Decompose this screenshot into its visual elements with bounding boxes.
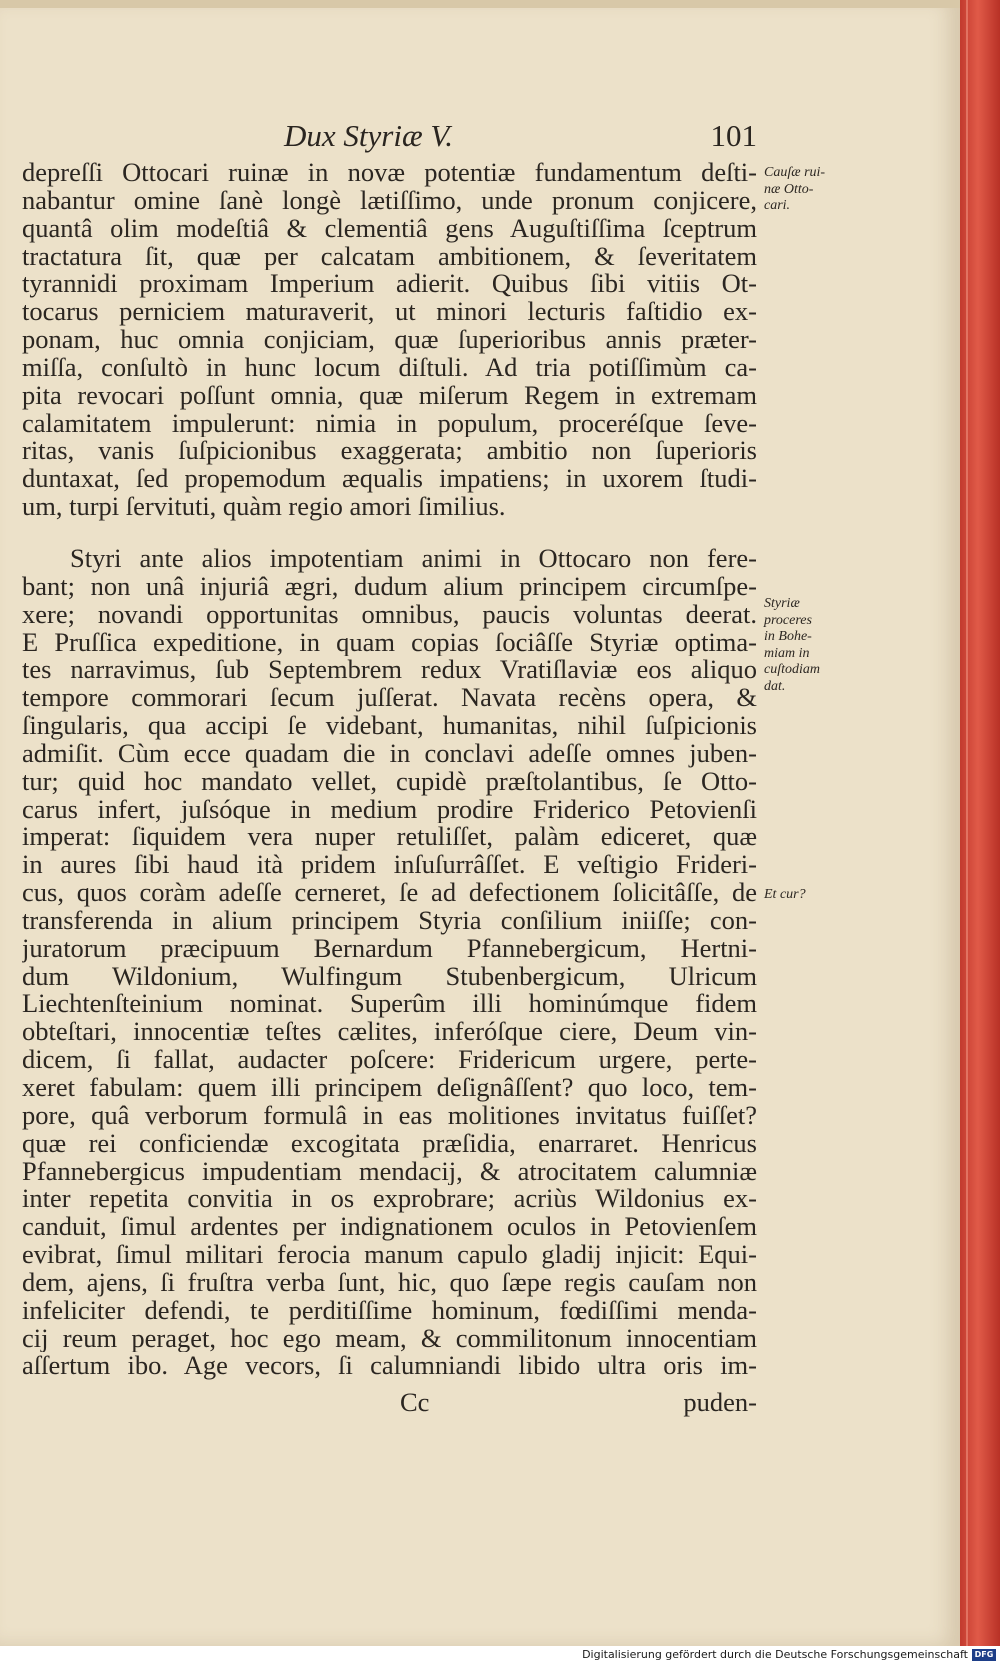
text-line: dem, ajens, ſi fruſtra verba ſunt, hic, quo ſæpe regis cauſam non	[22, 1268, 757, 1297]
paragraph-1	[22, 159, 757, 521]
text-line: canduit, ſimul ardentes per indignationem oculos in Petovienſem	[22, 1213, 757, 1242]
text-line: ſingularis, qua accipi ſe videbant, humanitas, nihil ſuſpicionis	[22, 712, 757, 740]
text-line: cus, quos coràm adeſſe cerneret, ſe ad defectionem ſolicitâſſe, de	[22, 879, 757, 907]
running-head: Dux Styriæ V.	[284, 118, 454, 153]
text-line: admiſit. Cùm ecce quadam die in conclavi adeſſe omnes juben-	[22, 739, 757, 768]
text-line: Styri ante alios impotentiam animi in Ottocaro non fere-	[70, 544, 757, 573]
margin-note-line: in Bohe-	[764, 629, 812, 644]
margin-note-et-cur	[764, 887, 844, 904]
margin-note-line: miam in	[764, 645, 810, 661]
text-line: nabantur omine ſanè longè lætiſſimo, unde pronum conjicere,	[22, 186, 757, 215]
text-line: pore, quâ verborum formulâ in eas molitiones invitatus fuiſſet?	[22, 1101, 757, 1130]
paragraph-2	[22, 545, 757, 1380]
text-line: dum Wildonium, Wulfingum Stubenbergicum, Ulricum	[22, 962, 757, 991]
text-line: calamitatem impulerunt: nimia in populum, proceréſque ſeve-	[22, 409, 757, 438]
text-line: imperat: ſiquidem vera nuper retuliſſet, palàm ediceret, quæ	[22, 823, 757, 852]
margin-note-styriae-proceres	[764, 596, 844, 695]
text-line: juratorum præcipuum Bernardum Pfannebergicum, Hertni-	[22, 934, 757, 963]
text-line: xeret fabulam: quem illi principem deſignâſſent? quo loco, tem-	[22, 1074, 757, 1102]
text-line: tyrannidi proximam Imperium adierit. Quibus ſibi vitiis Ot-	[22, 270, 757, 299]
page-top-edge	[0, 0, 960, 8]
signature-mark: Cc	[400, 1387, 430, 1417]
text-line: dicem, ſi fallat, audacter poſcere: Fridericum urgere, perte-	[22, 1046, 757, 1074]
text-line: ritas, vanis ſuſpicionibus exaggerata; ambitio non ſuperioris	[22, 437, 757, 466]
text-line: ponam, huc omnia conjiciam, quæ ſuperioribus annis præter-	[22, 326, 757, 354]
red-page-edges	[960, 0, 1000, 1646]
page-number: 101	[710, 118, 757, 153]
text-line: tocarus perniciem maturaverit, ut minori lecturis faſtidio ex-	[22, 298, 757, 327]
text-line: E Pruſſica expeditione, in quam copias ſociâſſe Styriæ optima-	[22, 628, 757, 657]
text-line: carus infert, juſsóque in medium prodire Friderico Petovienſi	[22, 795, 757, 824]
text-line: tractatura ſit, quæ per calcatam ambitionem, & ſeveritatem	[22, 242, 757, 271]
text-line: quantâ olim modeſtiâ & clementiâ gens Auguſtiſſima ſceptrum	[22, 214, 757, 243]
margin-note-causae-ruinae	[764, 165, 844, 215]
margin-note-line: Et cur?	[764, 887, 806, 902]
text-line: cij reum peraget, hoc ego meam, & commilitonum innocentiam	[22, 1324, 757, 1353]
text-line: pita revocari poſſunt omnia, quæ miſerum Regem in extremam	[22, 381, 757, 410]
margin-note-line: Styriæ	[764, 596, 800, 611]
text-line: quæ rei conficiendæ excogitata præſidia, enarraret. Henricus	[22, 1129, 757, 1158]
text-line: obteſtari, innocentiæ teſtes cælites, inferóſque ciere, Deum vin-	[22, 1018, 757, 1047]
margin-note-line: proceres	[764, 612, 812, 628]
text-line: miſſa, conſultò in hunc locum diſtuli. Ad tria potiſſimùm ca-	[22, 353, 757, 382]
text-line: Pfannebergicus impudentiam mendacij, & atrocitatem calumniæ	[22, 1157, 757, 1186]
margin-note-line: dat.	[764, 678, 786, 694]
text-line: xere; novandi opportunitas omnibus, paucis voluntas deerat.	[22, 600, 757, 629]
text-line: in aures ſibi haud ità pridem inſuſurrâſſet. E veſtigio Frideri-	[22, 851, 757, 880]
digitization-footer	[0, 1646, 1000, 1664]
margin-note-line: næ Otto-	[764, 181, 814, 197]
text-line: bant; non unâ injuriâ ægri, dudum alium principem circumſpe-	[22, 572, 757, 601]
text-line: tur; quid hoc mandato vellet, cupidè præſtolantibus, ſe Otto-	[22, 767, 757, 796]
catchword: puden-	[683, 1387, 757, 1417]
text-line: um, turpi ſervituti, quàm regio amori ſimilius.	[22, 493, 506, 521]
margin-note-line: cuſtodiam	[764, 662, 820, 677]
text-line: duntaxat, ſed propemodum æqualis impatiens; in uxorem ſtudi-	[22, 465, 757, 494]
text-line: tempore commorari ſecum juſſerat. Navata recèns opera, &	[22, 684, 757, 713]
text-line: evibrat, ſimul militari ferocia manum capulo gladij injicit: Equi-	[22, 1241, 757, 1269]
margin-note-line: cari.	[764, 198, 791, 213]
dfg-logo-icon: DFG	[972, 1649, 996, 1661]
page-header	[22, 118, 757, 158]
text-line: depreſſi Ottocari ruinæ in novæ potentiæ fundamentum deſti-	[22, 159, 757, 187]
digitization-note: Digitalisierung gefördert durch die Deutsche Forschungsgemeinschaft	[582, 1648, 968, 1661]
text-line: Liechtenſteinium nominat. Superûm illi hominúmque fidem	[22, 990, 757, 1019]
text-line: tes narravimus, ſub Septembrem redux Vratiſlaviæ eos aliquo	[22, 656, 757, 685]
text-line: inter repetita convitia in os exprobrare; acriùs Wildonius ex-	[22, 1185, 757, 1214]
margin-note-line: Cauſæ rui-	[764, 165, 826, 180]
text-line: transferenda in alium principem Styria conſilium iniiſſe; con-	[22, 906, 757, 935]
text-line: infeliciter defendi, te perditiſſime hominum, fœdiſſimi menda-	[22, 1296, 757, 1325]
main-text-block	[22, 159, 757, 1380]
text-line: aſſertum ibo. Age vecors, ſi calumniandi libido ultra oris im-	[22, 1352, 757, 1381]
